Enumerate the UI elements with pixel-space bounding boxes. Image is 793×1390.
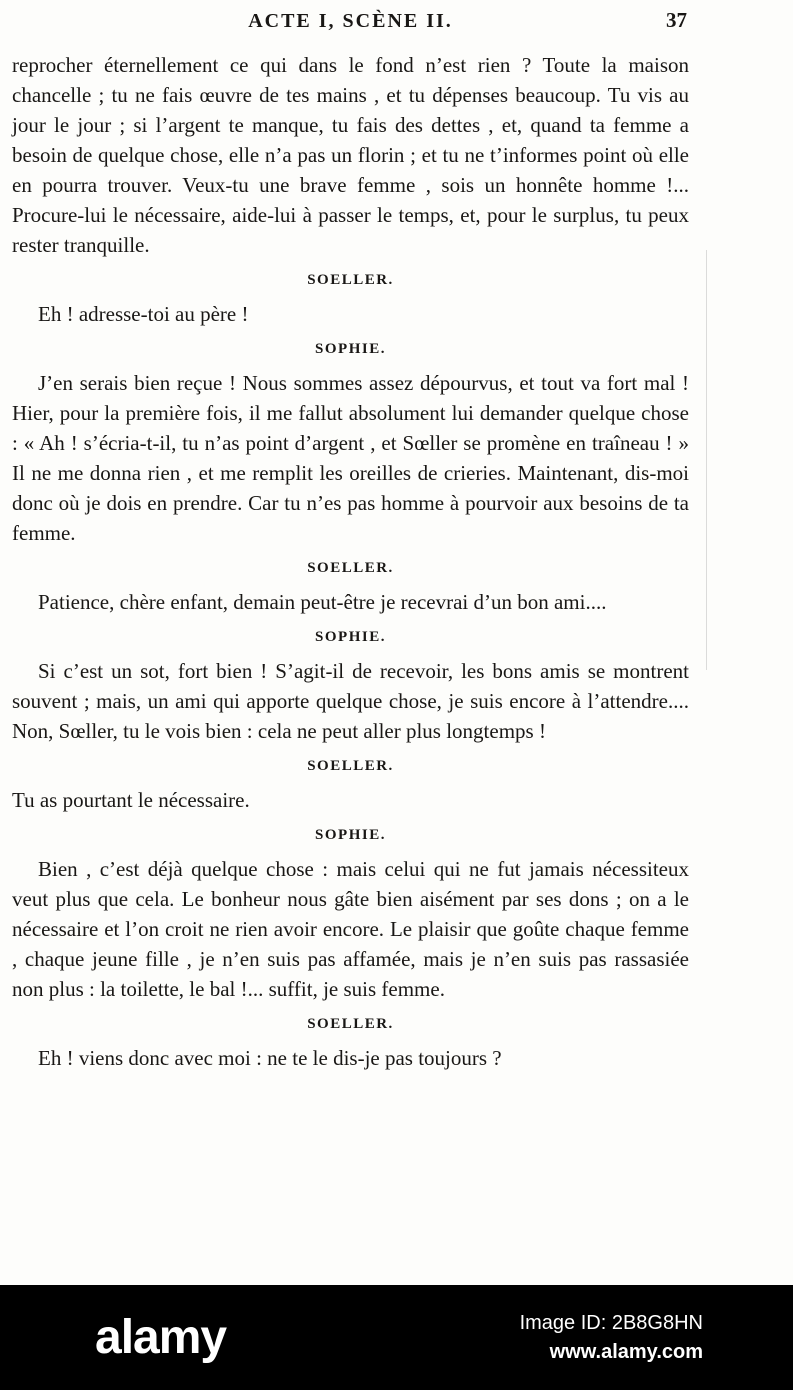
watermark-info xyxy=(520,1309,703,1367)
speaker-heading: SOPHIE. xyxy=(315,629,386,645)
speaker-heading: SOELLER. xyxy=(307,1016,394,1032)
play-text xyxy=(12,50,689,1073)
dialogue-paragraph: Eh ! viens donc avec moi : ne te le dis-je pas toujours ? xyxy=(38,1046,502,1070)
speaker-heading: SOELLER. xyxy=(307,560,394,576)
speaker-heading: SOPHIE. xyxy=(315,827,386,843)
page-number: 37 xyxy=(666,8,687,32)
dialogue-paragraph: Patience, chère enfant, demain peut-être je recevrai d’un bon ami.... xyxy=(38,590,607,614)
alamy-url: www.alamy.com xyxy=(549,1340,703,1363)
speaker-heading: SOELLER. xyxy=(307,758,394,774)
alamy-logo: alamy xyxy=(95,1311,227,1364)
speaker-heading: SOPHIE. xyxy=(315,341,386,357)
running-title: ACTE I, SCÈNE II. xyxy=(248,10,453,32)
dialogue-paragraph: Si c’est un sot, fort bien ! S’agit-il de recevoir, les bons amis se montrent souvent ; mais, un ami qui apporte quelque chose, je suis encore à l’attendre.... Non, Sœller, tu le vois bien : cela ne peut aller plus longtemps ! xyxy=(12,659,689,743)
dialogue-paragraph: J’en serais bien reçue ! Nous sommes assez dépourvus, et tout va fort mal ! Hier, pour la première fois, il me fallut absolument lui demander quelque chose : « Ah ! s’écria-t-il, tu n’as point d’argent , et Sœller se promène en traîneau ! » Il ne me donna rien , et me remplit les oreilles de crieries. Maintenant, dis-moi donc où je dois en prendre. Car tu n’es pas homme à pourvoir aux besoins de ta femme. xyxy=(12,371,689,545)
scan-artifact-line xyxy=(706,250,707,670)
image-id-label: Image ID: 2B8G8HN xyxy=(519,1311,703,1334)
alamy-watermark-bar xyxy=(0,1285,793,1390)
dialogue-paragraph: reprocher éternellement ce qui dans le fond n’est rien ? Toute la maison chancelle ; tu ne fais œuvre de tes mains , et tu dépenses beaucoup. Tu vis au jour le jour ; si l’argent te manque, tu fais des dettes , et, quand ta femme a besoin de quelque chose, elle n’a pas un florin ; et tu ne t’informes point où elle en pourra trouver. Veux-tu une brave femme , sois un honnête homme !... Procure-lui le nécessaire, aide-lui à passer le temps, et, pour le surplus, tu peux rester tranquille. xyxy=(12,53,689,257)
dialogue-paragraph: Bien , c’est déjà quelque chose : mais celui qui ne fut jamais nécessiteux veut plus que cela. Le bonheur nous gâte bien aisément par ses dons ; on a le nécessaire et l’on croit ne rien avoir encore. Le plaisir que goûte chaque femme , chaque jeune fille , je n’en suis pas affamée, mais je n’en suis pas rassasiée non plus : la toilette, le bal !... suffit, je suis femme. xyxy=(12,857,689,1001)
speaker-heading: SOELLER. xyxy=(307,272,394,288)
dialogue-paragraph: Eh ! adresse-toi au père ! xyxy=(38,302,249,326)
dialogue-paragraph: Tu as pourtant le nécessaire. xyxy=(12,788,250,812)
page-header xyxy=(12,8,689,50)
